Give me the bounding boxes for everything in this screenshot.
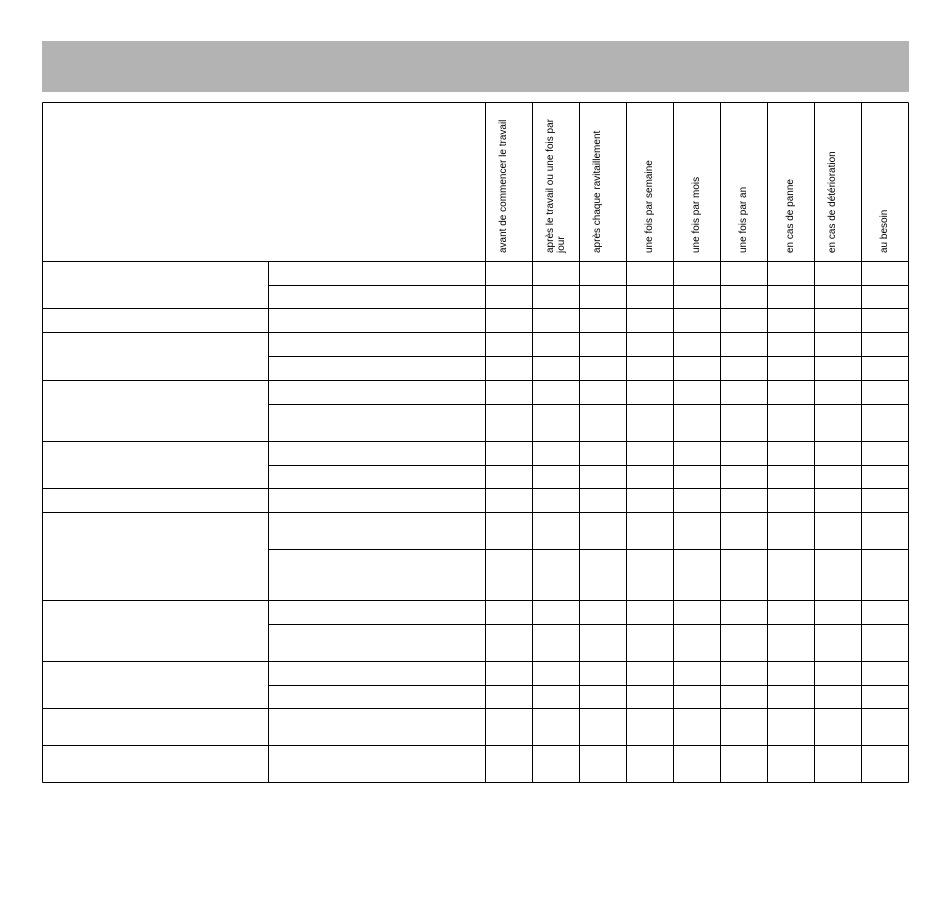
column-header-7: en cas de détérioration <box>826 151 838 253</box>
column-header-4: une fois par mois <box>691 176 702 253</box>
column-header-0: avant de commencer le travail <box>497 119 509 253</box>
maintenance-schedule-table <box>42 102 910 784</box>
column-header-8: au besoin <box>879 209 890 253</box>
section-header-bar <box>42 41 909 92</box>
column-header-1: après le travail ou une fois par jour <box>544 119 567 253</box>
column-header-5: une fois par an <box>738 186 749 253</box>
table-grid-lines <box>42 102 910 784</box>
column-header-3: une fois par semaine <box>644 160 655 253</box>
column-header-2: après chaque ravitaillement <box>591 130 603 253</box>
column-header-6: en cas de panne <box>785 179 796 253</box>
